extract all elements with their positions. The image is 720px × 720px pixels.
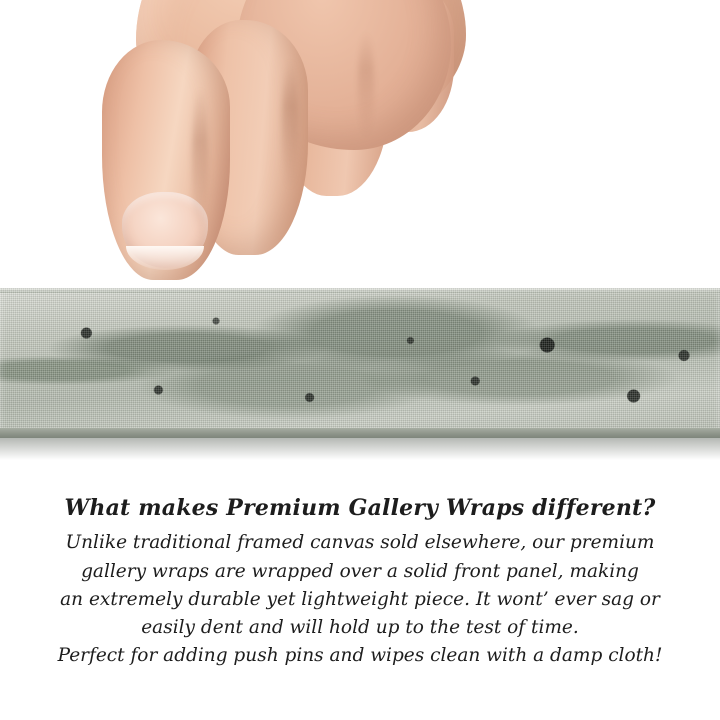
- copy-line: gallery wraps are wrapped over a solid front panel, making: [81, 560, 639, 582]
- finger-crease-1: [192, 88, 208, 238]
- finger-crease-3: [358, 30, 374, 140]
- copy-heading: What makes Premium Gallery Wraps different?: [64, 495, 656, 521]
- canvas-bottom-edge: [0, 428, 720, 438]
- copy-line: an extremely durable yet lightweight piece. It wont’ ever sag or: [60, 588, 660, 610]
- marketing-copy: [0, 495, 720, 670]
- copy-line: easily dent and will hold up to the test of time.: [141, 616, 579, 638]
- canvas-wrap-edge: [0, 288, 720, 438]
- hand-illustration: [96, 0, 516, 310]
- copy-line: Unlike traditional framed canvas sold elsewhere, our premium: [65, 532, 655, 554]
- finger-crease-2: [282, 60, 298, 190]
- copy-line: Perfect for adding push pins and wipes clean with a damp cloth!: [57, 644, 663, 666]
- canvas-top-edge: [0, 288, 720, 293]
- canvas-drop-shadow: [0, 438, 720, 460]
- canvas-weave-texture: [0, 288, 720, 438]
